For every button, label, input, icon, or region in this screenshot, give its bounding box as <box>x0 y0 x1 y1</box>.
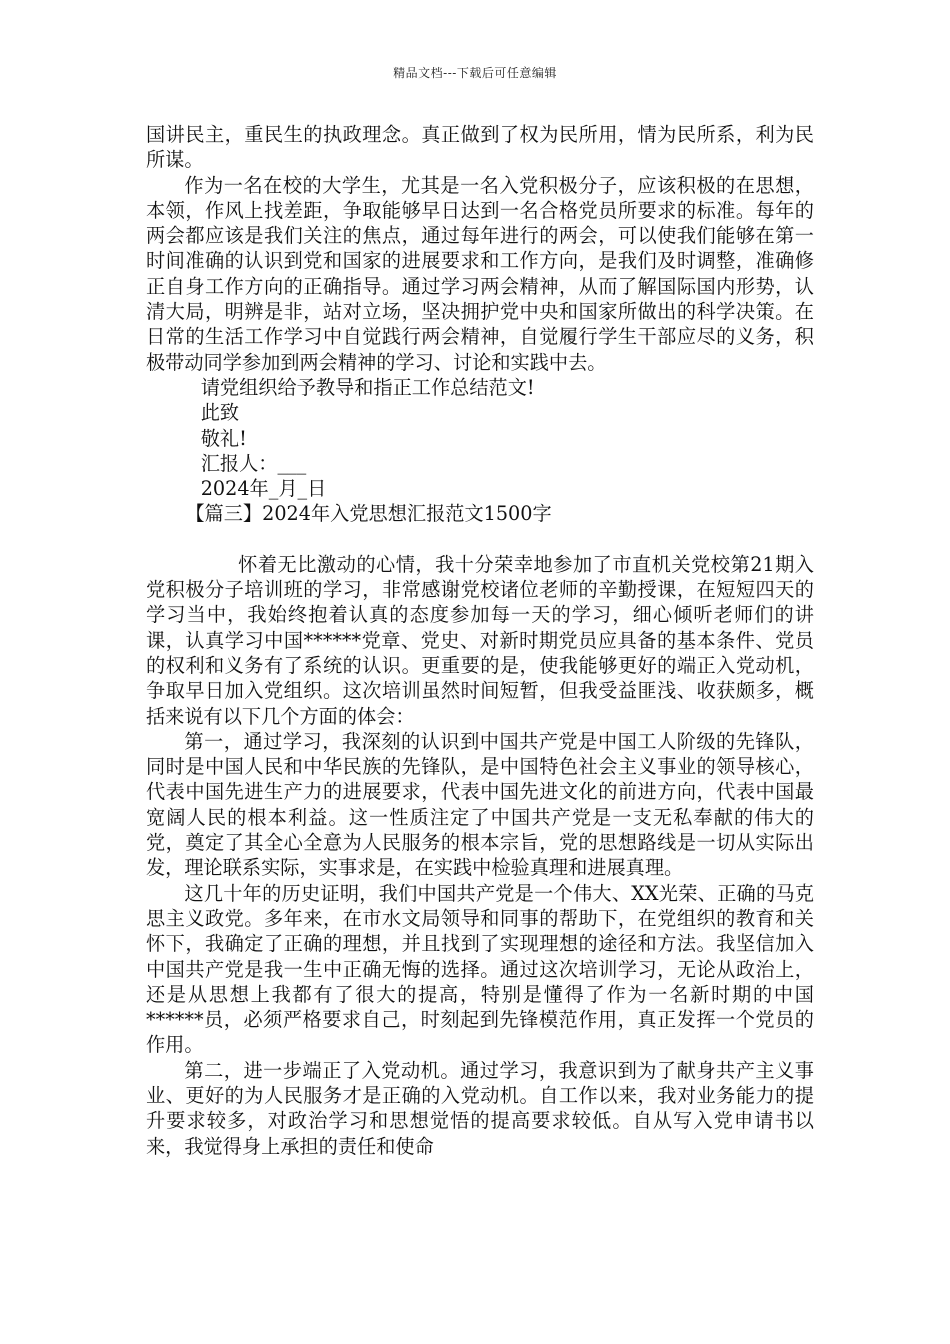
paragraph-6: 第二，进一步端正了入党动机。通过学习，我意识到为了献身共产主义事业、更好的为人民服务才是正确的入党动机。自工作以来，我对业务能力的提升要求较多，对政治学习和思想觉悟的提高要求较低。自从写入党申请书以来，我觉得身上承担的责任和使命 <box>146 1058 814 1158</box>
salutation-2: 敬礼! <box>200 426 247 450</box>
closing-request: 请党组织给予教导和指正工作总结范文! <box>200 375 535 399</box>
paragraph-1: 国讲民主，重民生的执政理念。真正做到了权为民所用，情为民所系，利为民所谋。 <box>146 123 814 172</box>
section-heading: 【篇三】2024年入党思想汇报范文1500字 <box>185 502 552 526</box>
paragraph-2: 作为一名在校的大学生，尤其是一名入党积极分子，应该积极的在思想，本领，作风上找差距，争取能够早日达到一名合格党员所要求的标准。每年的两会都应该是我们关注的焦点，通过每年进行的两会，可以使我们能够在第一时间准确的认识到党和国家的进展要求和工作方向，是我们及时调整，准确修正自身工作方向的正确指导。通过学习两会精神，从而了解国际国内形势，认清大局，明辨是非，站对立场，坚决拥护党中央和国家所做出的科学决策。在日常的生活工作学习中自觉践行两会精神，自觉履行学生干部应尽的义务，积极带动同学参加到两会精神的学习、讨论和实践中去。 <box>146 173 814 374</box>
reporter-line: 汇报人：___ <box>200 451 307 475</box>
document-body <box>146 122 814 1159</box>
salutation-1: 此致 <box>200 401 240 425</box>
header-note: 精品文档---下载后可任意编辑 <box>393 66 557 80</box>
paragraph-3: 怀着无比激动的心情，我十分荣幸地参加了市直机关党校第21期入党积极分子培训班的学习，非常感谢党校诸位老师的辛勤授课，在短短四天的学习当中，我始终抱着认真的态度参加每一天的学习，细心倾听老师们的讲课，认真学习中国******党章、党史、对新时期党员应具备的基本条件、党员的权利和义务有了系统的认识。更重要的是，使我能够更好的端正入党动机，争取早日加入党组织。这次培训虽然时间短暂，但我受益匪浅、收获颇多，概括来说有以下几个方面的体会： <box>146 552 814 728</box>
paragraph-5: 这几十年的历史证明，我们中国共产党是一个伟大、XX光荣、正确的马克思主义政党。多年来，在市水文局领导和同事的帮助下，在党组织的教育和关怀下，我确定了正确的理想，并且找到了实现理想的途径和方法。我坚信加入中国共产党是我一生中正确无悔的选择。通过这次培训学习，无论从政治上，还是从思想上我都有了很大的提高，特别是懂得了作为一名新时期的中国******员，必须严格要求自己，时刻起到先锋模范作用，真正发挥一个党员的作用。 <box>146 881 814 1057</box>
paragraph-4: 第一，通过学习，我深刻的认识到中国共产党是中国工人阶级的先锋队，同时是中国人民和中华民族的先锋队，是中国特色社会主义事业的领导核心，代表中国先进生产力的进展要求，代表中国先进文化的前进方向，代表中国最宽阔人民的根本利益。这一性质注定了中国共产党是一支无私奉献的伟大的党，奠定了其全心全意为人民服务的根本宗旨，党的思想路线是一切从实际出发，理论联系实际，实事求是，在实践中检验真理和进展真理。 <box>146 729 814 880</box>
blank-line <box>146 527 814 552</box>
date-line: 2024年_月_日 <box>200 477 327 501</box>
